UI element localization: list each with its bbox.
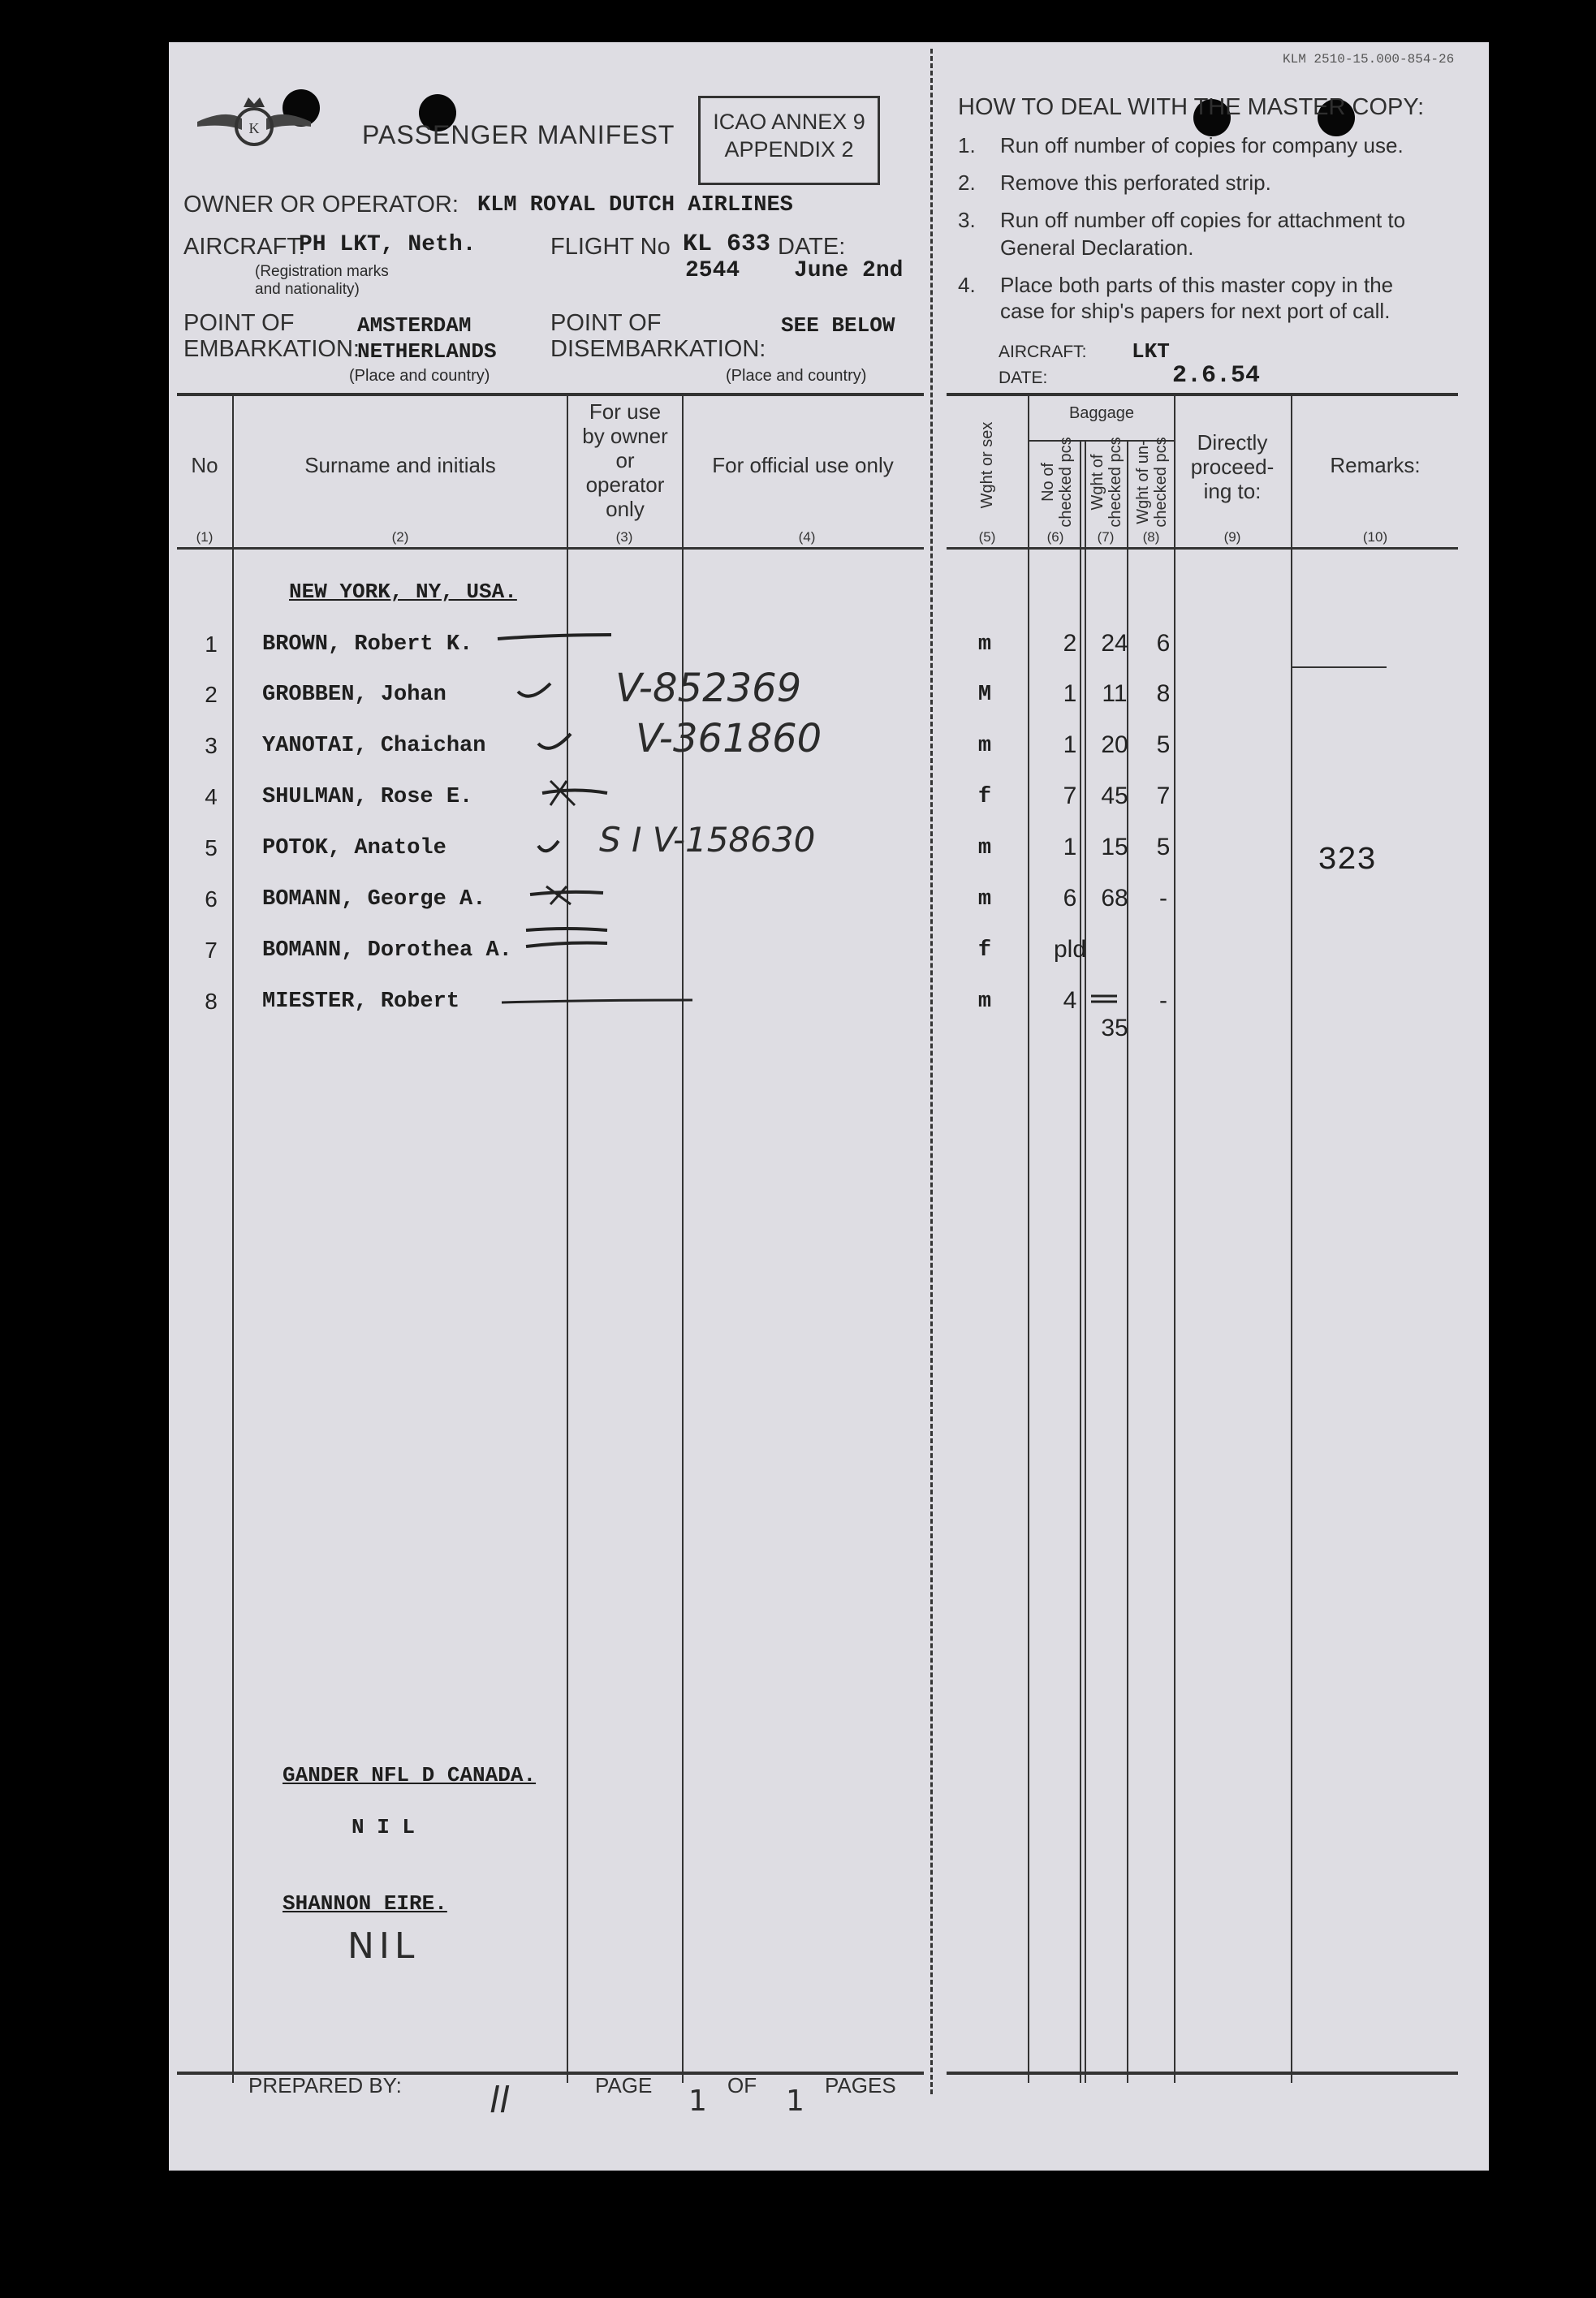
destination-third-value: NIL bbox=[347, 1925, 420, 1967]
handwritten-visa-note: V-852369 bbox=[615, 666, 802, 711]
embarkation-label2: EMBARKATION: bbox=[183, 336, 360, 362]
owner-value: KLM ROYAL DUTCH AIRLINES bbox=[477, 193, 793, 218]
instruction-num: 4. bbox=[958, 273, 976, 297]
page-value: 1 bbox=[688, 2085, 707, 2118]
manifest-title: PASSENGER MANIFEST bbox=[362, 120, 675, 149]
flight-label: FLIGHT No bbox=[550, 234, 671, 260]
checked-pieces: 7 bbox=[1063, 783, 1077, 809]
passenger-name: GROBBEN, Johan bbox=[262, 683, 446, 707]
col-num: (6) bbox=[1046, 529, 1064, 545]
aircraft-note2: and nationality) bbox=[255, 281, 360, 298]
instruction-text: Run off number of copies for company use. bbox=[1000, 133, 1404, 157]
col-num: (9) bbox=[1223, 529, 1241, 545]
page-label: PAGE bbox=[595, 2073, 653, 2098]
remarks-value: 323 bbox=[1318, 843, 1377, 879]
col-official: For official use only bbox=[712, 453, 894, 477]
annex-line2: APPENDIX 2 bbox=[724, 137, 854, 162]
annex-line1: ICAO ANNEX 9 bbox=[713, 110, 865, 134]
unchecked-weight: 5 bbox=[1156, 731, 1171, 758]
unchecked-weight: 7 bbox=[1156, 783, 1171, 809]
row-number: 1 bbox=[205, 632, 218, 657]
row-number: 3 bbox=[205, 733, 218, 758]
row-number: 8 bbox=[205, 989, 218, 1014]
passenger-sex: m bbox=[977, 632, 992, 657]
aircraft-label: AIRCRAFT: bbox=[183, 234, 305, 260]
col-directly: Directly proceed- ing to: bbox=[1190, 430, 1275, 503]
col-num: (5) bbox=[978, 529, 996, 545]
checked-weight: 24 bbox=[1101, 630, 1128, 657]
disembarkation-value: SEE BELOW bbox=[781, 313, 895, 338]
row-number: 7 bbox=[205, 938, 218, 963]
checked-weight: 15 bbox=[1101, 834, 1128, 860]
passenger-name: SHULMAN, Rose E. bbox=[262, 785, 473, 809]
flight-number2: 2544 bbox=[685, 258, 740, 283]
flight-value: KL 633 bbox=[683, 231, 771, 258]
instruction-text: case for ship's papers for next port of call. bbox=[1000, 299, 1391, 323]
destination-second-value: N I L bbox=[352, 1815, 416, 1839]
passenger-sex: m bbox=[977, 734, 992, 758]
row-number: 4 bbox=[205, 784, 218, 809]
date-value: June 2nd bbox=[794, 258, 904, 283]
passenger-name: BOMANN, George A. bbox=[262, 887, 486, 912]
svg-text:K: K bbox=[248, 120, 260, 136]
of-label: OF bbox=[727, 2073, 757, 2098]
row-number: 2 bbox=[205, 682, 218, 707]
passenger-sex: m bbox=[977, 836, 992, 860]
instruction-num: 1. bbox=[958, 133, 976, 157]
col-weight-sex: Wght or sex bbox=[978, 421, 996, 509]
manifest-sheet bbox=[169, 42, 1489, 2171]
passenger-sex: m bbox=[977, 989, 992, 1014]
col-num: (10) bbox=[1362, 529, 1388, 545]
unchecked-weight: - bbox=[1159, 987, 1167, 1014]
handwritten-marks bbox=[169, 42, 1489, 1097]
passenger-sex: f bbox=[977, 938, 992, 963]
of-value: 1 bbox=[786, 2085, 804, 2118]
instructions-title: HOW TO DEAL WITH THE MASTER COPY: bbox=[958, 94, 1425, 120]
col-no: No bbox=[191, 453, 218, 477]
instruction-text: Remove this perforated strip. bbox=[1000, 170, 1271, 195]
row-number: 5 bbox=[205, 835, 218, 860]
owner-label: OWNER OR OPERATOR: bbox=[183, 192, 459, 218]
col-baggage: Baggage bbox=[1068, 404, 1135, 422]
passenger-name: BOMANN, Dorothea A. bbox=[262, 938, 512, 963]
disembarkation-label1: POINT OF bbox=[550, 310, 662, 336]
checked-weight: 68 bbox=[1101, 885, 1128, 912]
footer-rule bbox=[947, 2072, 1458, 2075]
passenger-sex: M bbox=[977, 683, 992, 707]
prepared-label: PREPARED BY: bbox=[248, 2073, 402, 2098]
passenger-sex: f bbox=[977, 785, 992, 809]
print-code: KLM 2510-15.000-854-26 bbox=[1283, 52, 1455, 67]
embarkation-value1: AMSTERDAM bbox=[357, 313, 472, 338]
right-date-value: 2.6.54 bbox=[1172, 362, 1261, 390]
destination-second: GANDER NFL D CANADA. bbox=[283, 1763, 537, 1787]
col-num: (2) bbox=[391, 529, 409, 545]
handwritten-visa-note: S I V-158630 bbox=[599, 820, 816, 860]
disembarkation-note: (Place and country) bbox=[726, 367, 867, 385]
col-wght-checked: Wght of checked pcs bbox=[1089, 437, 1124, 528]
passenger-sex: m bbox=[977, 887, 992, 912]
handwritten-visa-note: V-361860 bbox=[636, 716, 822, 761]
instruction-text: Run off number off copies for attachment to bbox=[1000, 208, 1406, 232]
destination-third: SHANNON EIRE. bbox=[283, 1891, 447, 1916]
col-num: (7) bbox=[1097, 529, 1115, 545]
checked-pieces: 2 bbox=[1063, 630, 1077, 657]
col-num: (3) bbox=[615, 529, 633, 545]
checked-weight: 11 bbox=[1102, 680, 1128, 707]
checked-weight: 45 bbox=[1101, 783, 1128, 809]
col-no-checked: No of checked pcs bbox=[1039, 437, 1075, 528]
right-aircraft-label: AIRCRAFT: bbox=[999, 343, 1087, 361]
checked-weight: 35 bbox=[1101, 1015, 1128, 1041]
unchecked-weight: 8 bbox=[1156, 680, 1171, 707]
checked-weight: 20 bbox=[1101, 731, 1128, 758]
passenger-name: MIESTER, Robert bbox=[262, 989, 460, 1014]
aircraft-value: PH LKT, Neth. bbox=[299, 232, 477, 257]
checked-pieces: 1 bbox=[1063, 731, 1077, 758]
col-num: (4) bbox=[798, 529, 816, 545]
pages-label: PAGES bbox=[825, 2073, 896, 2098]
embarkation-value2: NETHERLANDS bbox=[357, 339, 497, 364]
col-num: (1) bbox=[196, 529, 214, 545]
passenger-name: YANOTAI, Chaichan bbox=[262, 734, 486, 758]
col-remarks: Remarks: bbox=[1330, 453, 1421, 477]
instruction-num: 2. bbox=[958, 170, 976, 195]
col-wght-unchecked: Wght of un- checked pcs bbox=[1134, 437, 1170, 528]
checked-pieces: pld bbox=[1054, 936, 1087, 963]
checked-pieces: 1 bbox=[1063, 834, 1077, 860]
row-number: 6 bbox=[205, 886, 218, 912]
disembarkation-label2: DISEMBARKATION: bbox=[550, 336, 766, 362]
unchecked-weight: 6 bbox=[1156, 630, 1171, 657]
unchecked-weight: - bbox=[1159, 885, 1167, 912]
passenger-name: POTOK, Anatole bbox=[262, 836, 446, 860]
embarkation-label1: POINT OF bbox=[183, 310, 295, 336]
checked-pieces: 6 bbox=[1063, 885, 1077, 912]
instruction-num: 3. bbox=[958, 208, 976, 232]
embarkation-note: (Place and country) bbox=[349, 367, 490, 385]
right-aircraft-value: LKT bbox=[1132, 339, 1170, 364]
col-owner-use: For use by owner or operator only bbox=[582, 399, 668, 521]
destination-first: NEW YORK, NY, USA. bbox=[289, 580, 517, 604]
aircraft-note1: (Registration marks bbox=[255, 263, 389, 280]
right-date-label: DATE: bbox=[999, 369, 1048, 387]
date-label: DATE: bbox=[778, 234, 846, 260]
instruction-text: Place both parts of this master copy in the bbox=[1000, 273, 1394, 297]
unchecked-weight: 5 bbox=[1156, 834, 1171, 860]
prepared-signature: ll bbox=[490, 2080, 510, 2121]
col-num: (8) bbox=[1142, 529, 1160, 545]
checked-pieces: 1 bbox=[1063, 680, 1077, 707]
passenger-name: BROWN, Robert K. bbox=[262, 632, 473, 657]
checked-pieces: 4 bbox=[1063, 987, 1077, 1014]
col-name: Surname and initials bbox=[304, 453, 496, 477]
instruction-text: General Declaration. bbox=[1000, 235, 1194, 260]
